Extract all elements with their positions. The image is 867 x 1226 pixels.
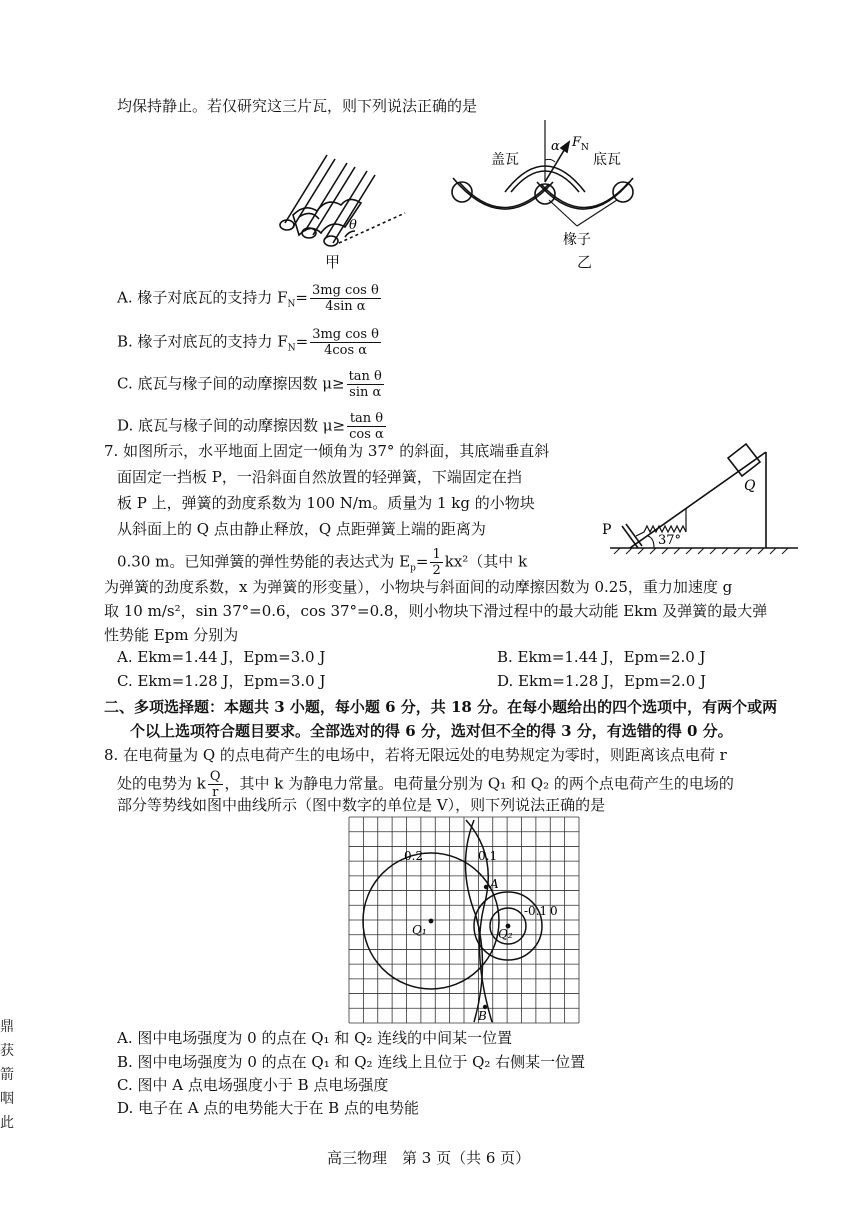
fig-yi-label: 乙 [577, 253, 593, 271]
fn-sub-label: N [581, 143, 589, 153]
q7-line5: 0.30 m。已知弹簧的弹性势能的表达式为 $E_p=$ $\frac{1}{2}$ kx²（其中 k [117, 547, 528, 578]
theta-label: θ [349, 218, 357, 233]
point-q-label: Q [744, 478, 756, 494]
alpha-label: α [551, 139, 560, 154]
q7-line4: 从斜面上的 Q 点由静止释放，Q 点距弹簧上端的距离为 [117, 520, 486, 538]
q8-option-d[interactable]: D. 电子在 A 点的电势能大于在 B 点的电势能 [117, 1099, 419, 1117]
angle-37-label: 37° [658, 533, 682, 548]
q8-line3: 部分等势线如图中曲线所示（图中数字的单位是 V），则下列说法正确的是 [117, 796, 606, 814]
q8-option-c[interactable]: C. 图中 A 点电场强度小于 B 点电场强度 [117, 1076, 389, 1094]
q7-line6: 为弹簧的劲度系数，x 为弹簧的形变量），小物块与斜面间的动摩擦因数为 0.25，重力加速度 g [104, 578, 733, 596]
formula-fraction: $\frac{\text{3mg cos θ}}{\text{4sin α}}$ [312, 283, 379, 314]
diwa-label: 底瓦 [593, 152, 621, 168]
q8-line2: 处的电势为 k $\frac{Q}{r}$ ，其中 k 为静电力常量。电荷量分别为 Q₁ 和 Q₂ 的两个点电荷产生的电场的 [117, 769, 734, 800]
section2-heading-line1: 二、多项选择题：本题共 3 小题，每小题 6 分，共 18 分。在每小题给出的四个选项中，有两个或两 [104, 698, 778, 716]
formula-fraction: $\frac{1}{2}$ [432, 547, 441, 578]
fn-label: F [572, 135, 582, 150]
side-mark: 此 [0, 1115, 14, 1131]
q7-line7: 取 10 m/s²，sin 37°=0.6，cos 37°=0.8，则小物块下滑过程中的最大动能 Ekm 及弹簧的最大弹 [104, 602, 768, 620]
q6-option-b[interactable]: B. 椽子对底瓦的支持力 $F_N=$ $\frac{\text{3mg cos θ}}{\text{4cos α}}$ [117, 327, 379, 358]
side-mark: 鼎 [0, 1019, 14, 1035]
q8-option-b[interactable]: B. 图中电场强度为 0 的点在 Q₁ 和 Q₂ 连线上且位于 Q₂ 右侧某一位置 [117, 1053, 586, 1071]
label-0: 0 [550, 904, 558, 918]
label-neg-0-1: -0.1 [524, 904, 548, 918]
q8-line1: 8. 在电荷量为 Q 的点电荷产生的电场中，若将无限远处的电势规定为零时，则距离该点电荷 r [104, 746, 727, 764]
roof-tile-figure-yi [445, 120, 645, 250]
equipotential-grid-figure [348, 816, 580, 1024]
fig-jia-label: 甲 [325, 253, 341, 271]
q6-option-c[interactable]: C. 底瓦与椽子间的动摩擦因数 μ≥ $\frac{\text{tan θ}}{\text{sin α}}$ [117, 369, 382, 400]
side-mark: 箭 [0, 1067, 14, 1083]
formula-fraction: $\frac{\text{3mg cos θ}}{\text{4cos α}}$ [312, 327, 379, 358]
q7-line3: 板 P 上，弹簧的劲度系数为 100 N/m。质量为 1 kg 的小物块 [117, 494, 535, 512]
q6-option-a[interactable]: A. 椽子对底瓦的支持力 $F_N=$ $\frac{\text{3mg cos θ}}{\text{4sin α}}$ [117, 283, 379, 314]
label-q2: Q₂ [498, 927, 513, 941]
q6-option-d[interactable]: D. 底瓦与椽子间的动摩擦因数 μ≥ $\frac{\text{tan θ}}{\text{cos α}}$ [117, 411, 384, 442]
label-b: B [478, 1009, 487, 1023]
section2-heading-line2: 个以上选项符合题目要求。全部选对的得 6 分，选对但不全的得 3 分，有选错的得 0 分。 [130, 722, 733, 740]
side-mark: 获 [0, 1043, 14, 1059]
gaiwa-label: 盖瓦 [491, 152, 519, 168]
formula-fraction: $\frac{\text{tan θ}}{\text{sin α}}$ [348, 369, 382, 400]
q7-option-b[interactable]: B. Ekm=1.44 J，Epm=2.0 J [497, 648, 706, 666]
q7-option-c[interactable]: C. Ekm=1.28 J，Epm=3.0 J [117, 672, 326, 690]
side-mark: 咽 [0, 1091, 14, 1107]
page-footer: 高三物理 第 3 页（共 6 页） [327, 1149, 531, 1167]
label-q1: Q₁ [412, 923, 427, 937]
formula-fraction: $\frac{Q}{r}$ [209, 769, 221, 800]
q7-line2: 面固定一挡板 P，一沿斜面自然放置的轻弹簧，下端固定在挡 [117, 468, 522, 486]
q7-option-d[interactable]: D. Ekm=1.28 J，Epm=2.0 J [497, 672, 707, 690]
q8-option-a[interactable]: A. 图中电场强度为 0 的点在 Q₁ 和 Q₂ 连线的中间某一位置 [117, 1029, 513, 1047]
q7-line1: 7. 如图所示，水平地面上固定一倾角为 37° 的斜面，其底端垂直斜 [104, 442, 550, 460]
baffle-p-label: P [602, 522, 612, 538]
q7-line8: 性势能 Epm 分别为 [104, 626, 239, 644]
chuanzi-label: 椽子 [563, 232, 591, 248]
q7-option-a[interactable]: A. Ekm=1.44 J，Epm=3.0 J [117, 648, 326, 666]
label-a: A [490, 877, 499, 891]
label-0-2: 0.2 [404, 849, 424, 863]
formula-fraction: $\frac{\text{tan θ}}{\text{cos α}}$ [349, 411, 384, 442]
label-0-1: 0.1 [478, 849, 498, 863]
q6-intro-tail: 均保持静止。若仅研究这三片瓦，则下列说法正确的是 [117, 97, 478, 115]
incline-spring-figure [600, 440, 800, 556]
